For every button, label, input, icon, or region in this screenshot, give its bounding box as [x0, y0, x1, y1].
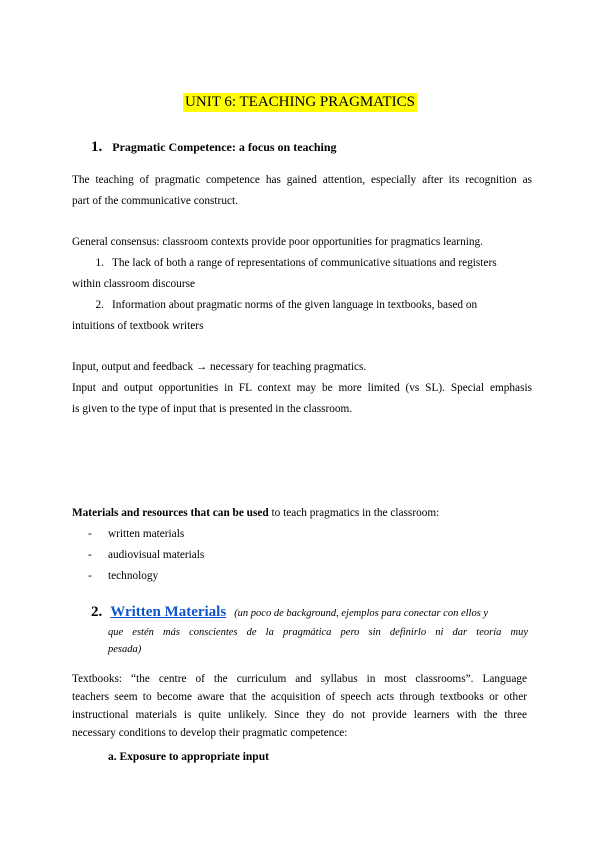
list-item-text: Information about pragmatic norms of the given language in textbooks, based on — [112, 299, 478, 311]
bullet-item — [88, 566, 528, 587]
written-materials-link[interactable]: Written Materials — [110, 604, 227, 620]
bullet-dash: - — [88, 549, 92, 561]
consensus-lead: General consensus: classroom contexts provide poor opportunities for pragmatics learning. — [72, 236, 483, 248]
textbooks-line: teachers seem to become aware that the acquisition of speech acts through textbooks or other — [72, 691, 527, 703]
consensus-list — [72, 253, 532, 337]
bullet-text: audiovisual materials — [108, 549, 205, 561]
section-2-note-line: que estén más conscientes de la pragmática pero sin definirlo ni dar teoría muy — [108, 627, 528, 638]
materials-paragraph — [72, 503, 532, 524]
bullet-text: technology — [108, 570, 159, 582]
intro-line: The teaching of pragmatic competence has gained attention, especially after its recognition as — [72, 174, 532, 186]
section-2-note-block — [108, 624, 528, 658]
bullet-item — [88, 545, 528, 566]
textbooks-line: instructional materials is quite unlikely. Since they do not provide learners with the three — [72, 709, 527, 721]
section-2-note: (un poco de background, ejemplos para conectar con ellos y — [234, 608, 489, 619]
section-2-heading — [91, 603, 531, 622]
input-paragraph — [72, 357, 532, 420]
materials-list — [88, 524, 528, 587]
bullet-dash: - — [88, 570, 92, 582]
section-2-number: 2. — [91, 604, 103, 620]
section-2-line — [91, 603, 531, 622]
input-line: Input, output and feedback → necessary for teaching pragmatics. — [72, 361, 367, 373]
list-item-text: The lack of both a range of representations of communicative situations and registers — [112, 257, 497, 269]
list-item — [72, 253, 532, 274]
input-line: is given to the type of input that is presented in the classroom. — [72, 403, 353, 415]
subheading-a: a. Exposure to appropriate input — [108, 751, 269, 763]
consensus-paragraph — [72, 232, 532, 253]
page-title — [0, 93, 600, 111]
materials-lead: Materials and resources that can be used — [72, 507, 269, 519]
list-item — [72, 295, 532, 316]
textbooks-line: Textbooks: “the centre of the curriculum and syllabus in most classrooms”. Language — [72, 673, 527, 685]
list-item-continuation: intuitions of textbook writers — [72, 320, 204, 332]
list-item-number: 1. — [95, 257, 104, 269]
list-item-continuation: within classroom discourse — [72, 278, 195, 290]
section-1-heading — [91, 138, 337, 156]
page-title-text: UNIT 6: TEACHING PRAGMATICS — [185, 94, 415, 110]
materials-rest: to teach pragmatics in the classroom: — [268, 507, 440, 519]
bullet-dash: - — [88, 528, 92, 540]
textbooks-paragraph — [72, 670, 527, 742]
section-1-number: 1. — [91, 139, 103, 155]
list-item-number: 2. — [95, 299, 104, 311]
input-line: Input and output opportunities in FL context may be more limited (vs SL). Special emphasis — [72, 382, 532, 394]
textbooks-line: necessary conditions to develop their pragmatic competence: — [72, 727, 348, 739]
section-1-title: Pragmatic Competence: a focus on teaching — [112, 140, 337, 154]
intro-paragraph — [72, 170, 532, 212]
bullet-item — [88, 524, 528, 545]
bullet-text: written materials — [108, 528, 185, 540]
section-2-note-line: pesada) — [108, 644, 142, 655]
intro-line: part of the communicative construct. — [72, 195, 238, 207]
